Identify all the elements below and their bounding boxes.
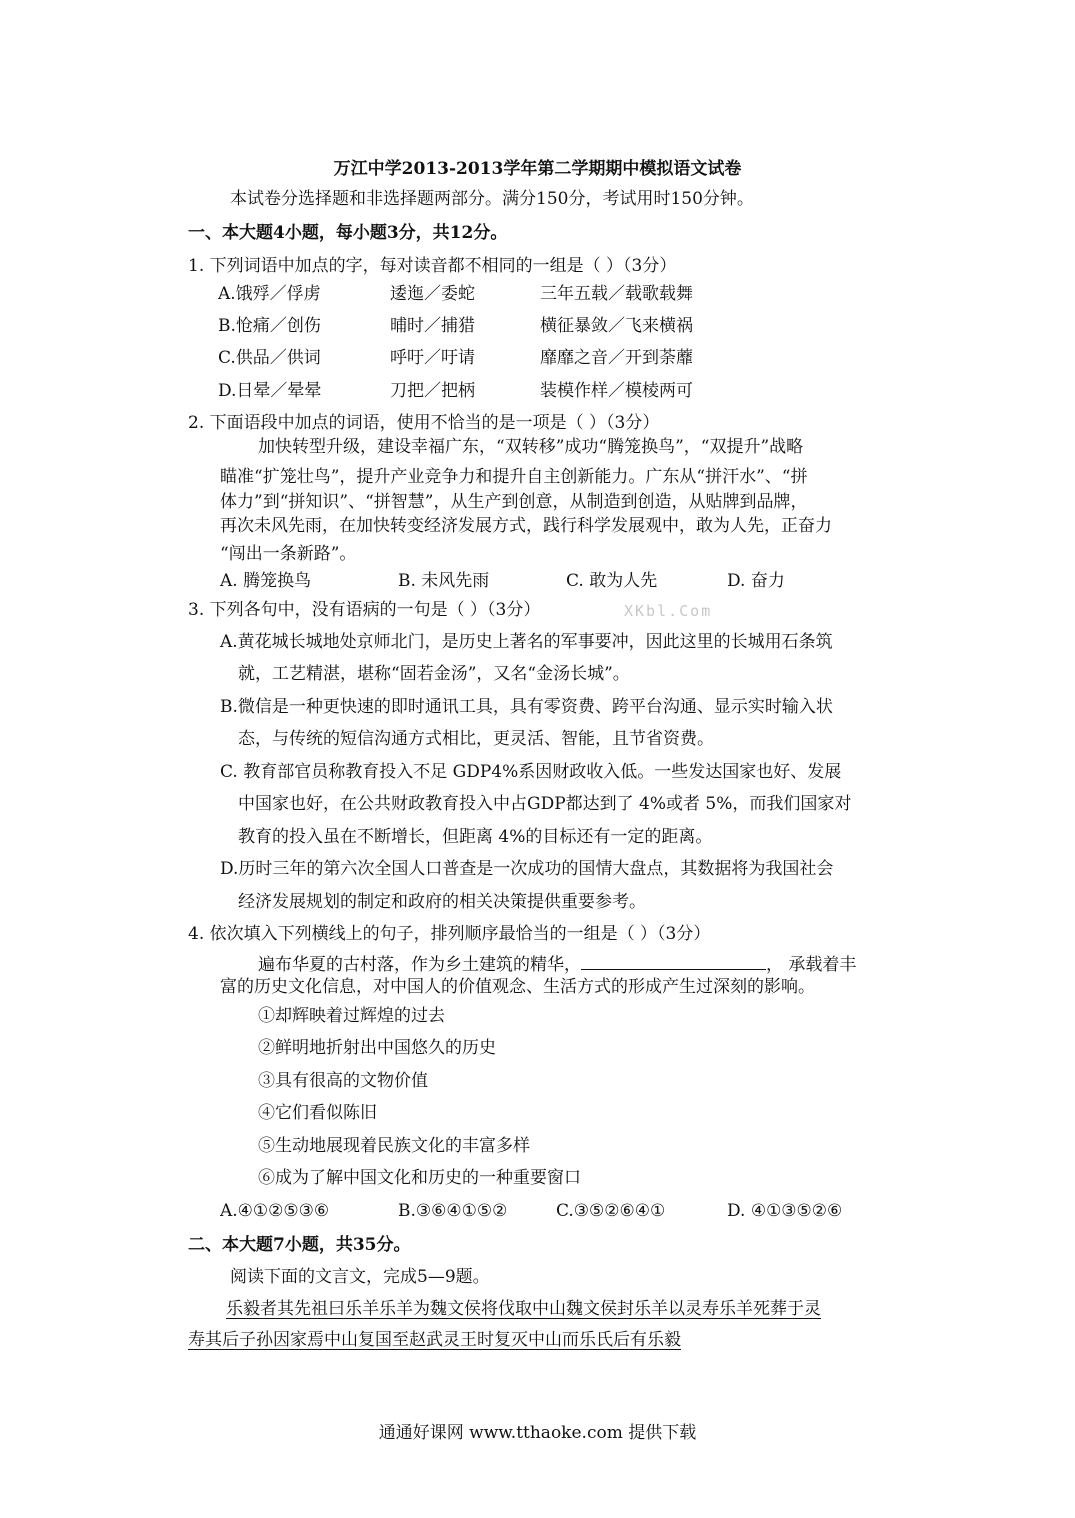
q3-option-line: 教育的投入虽在不断增长，但距离 4%的目标还有一定的距离。 xyxy=(238,827,713,847)
q4-option-c: C.③⑤②⑥④① xyxy=(556,1201,666,1221)
q3-option-line: D.历时三年的第六次全国人口普查是一次成功的国情大盘点，其数据将为我国社会 xyxy=(220,859,834,879)
q4-option-b: B.③⑥④①⑤② xyxy=(398,1201,508,1221)
q4-sentence-item: ①却辉映着过辉煌的过去 xyxy=(258,1006,445,1026)
page-footer: 通通好课网 www.tthaoke.com 提供下载 xyxy=(378,1423,697,1443)
q4-paragraph-line xyxy=(258,951,856,977)
classical-text-line: 乐毅者其先祖曰乐羊乐羊为魏文侯将伐取中山魏文侯封乐羊以灵寿乐羊死葬于灵 xyxy=(226,1299,821,1319)
q1-option-c-col3: 靡靡之音／开到荼蘼 xyxy=(540,348,693,368)
q4-option-a: A.④①②⑤③⑥ xyxy=(220,1201,330,1221)
q2-option-b: B. 未风先雨 xyxy=(398,571,490,591)
q4-sentence-item: ④它们看似陈旧 xyxy=(258,1103,377,1123)
q2-paragraph-line: 瞄准“扩笼壮鸟”，提升产业竞争力和提升自主创新能力。广东从“拼汗水”、“拼 xyxy=(220,467,808,487)
section-one-heading: 一、本大题4小题，每小题3分，共12分。 xyxy=(188,223,508,243)
q1-option-a-col2: 逶迤／委蛇 xyxy=(390,284,475,304)
q3-stem: 3. 下列各句中，没有语病的一句是（ ）（3分） xyxy=(188,600,541,620)
q1-option-b-col3: 横征暴敛／飞来横祸 xyxy=(540,316,693,336)
q4-sentence-item: ⑥成为了解中国文化和历史的一种重要窗口 xyxy=(258,1168,581,1188)
page-title: 万江中学2013-2013学年第二学期期中模拟语文试卷 xyxy=(333,159,742,179)
q2-paragraph-line: 体力”到“拼知识”、“拼智慧”，从生产到创意，从制造到创造，从贴牌到品牌， xyxy=(220,492,808,512)
q1-option-d-col3: 装模作样／模棱两可 xyxy=(540,381,693,401)
q1-option-c-col2: 呼吁／吁请 xyxy=(390,348,475,368)
q4-sentence-item: ③具有很高的文物价值 xyxy=(258,1071,428,1091)
q1-stem: 1. 下列词语中加点的字，每对读音都不相同的一组是（ ）（3分） xyxy=(188,256,677,276)
q1-option-b-col2: 晡时／捕猎 xyxy=(390,316,475,336)
q1-option-d-col1: D.日晕／晕晕 xyxy=(218,381,322,401)
q1-option-d-col2: 刀把／把柄 xyxy=(390,381,475,401)
q2-option-a: A. 腾笼换鸟 xyxy=(220,571,312,591)
q4-paragraph-part: ， 承载着丰 xyxy=(766,955,857,975)
reading-instruction: 阅读下面的文言文，完成5—9题。 xyxy=(230,1267,490,1287)
q4-paragraph-part: 遍布华夏的古村落，作为乡土建筑的精华， xyxy=(258,955,581,975)
q1-option-a-col1: A.饿殍／俘虏 xyxy=(218,284,321,304)
q4-paragraph-line: 富的历史文化信息，对中国人的价值观念、生活方式的形成产生过深刻的影响。 xyxy=(220,977,815,997)
q4-fill-blank xyxy=(581,951,766,970)
q3-option-line: 中国家也好，在公共财政教育投入中占GDP都达到了 4%或者 5%，而我们国家对 xyxy=(238,794,852,814)
q3-option-line: B.微信是一种更快速的即时通讯工具，具有零资费、跨平台沟通、显示实时输入状 xyxy=(220,697,833,717)
q1-option-c-col1: C.供品／供词 xyxy=(218,348,321,368)
q2-stem: 2. 下面语段中加点的词语，使用不恰当的是一项是（ ）（3分） xyxy=(188,413,660,433)
q3-option-line: C. 教育部官员称教育投入不足 GDP4%系因财政收入低。一些发达国家也好、发展 xyxy=(220,762,842,782)
q2-option-d: D. 奋力 xyxy=(727,571,785,591)
q4-stem: 4. 依次填入下列横线上的句子，排列顺序最恰当的一组是（ ）（3分） xyxy=(188,924,711,944)
exam-intro: 本试卷分选择题和非选择题两部分。满分150分，考试用时150分钟。 xyxy=(230,189,754,209)
classical-text-line: 寿其后子孙因家焉中山复国至赵武灵王时复灭中山而乐氏后有乐毅 xyxy=(188,1330,681,1350)
watermark: XKbl.Com xyxy=(624,602,713,620)
q4-sentence-item: ②鲜明地折射出中国悠久的历史 xyxy=(258,1038,496,1058)
section-two-heading: 二、本大题7小题，共35分。 xyxy=(188,1235,411,1255)
q2-option-c: C. 敢为人先 xyxy=(566,571,658,591)
q3-option-line: 就，工艺精湛，堪称“固若金汤”，又名“金汤长城”。 xyxy=(238,664,630,684)
q4-option-d: D. ④①③⑤②⑥ xyxy=(727,1201,843,1221)
q4-sentence-item: ⑤生动地展现着民族文化的丰富多样 xyxy=(258,1136,530,1156)
q2-paragraph-line: 再次未风先雨，在加快转变经济发展方式，践行科学发展观中，敢为人先，正奋力 xyxy=(220,516,832,536)
q3-option-line: A.黄花城长城地处京师北门，是历史上著名的军事要冲，因此这里的长城用石条筑 xyxy=(220,632,833,652)
q3-option-line: 经济发展规划的制定和政府的相关决策提供重要参考。 xyxy=(238,892,646,912)
q1-option-a-col3: 三年五载／载歌载舞 xyxy=(540,284,693,304)
q1-option-b-col1: B.怆痛／创伤 xyxy=(218,316,321,336)
q3-option-line: 态，与传统的短信沟通方式相比，更灵活、智能，且节省资费。 xyxy=(238,729,714,749)
q2-paragraph-line: “闯出一条新路”。 xyxy=(220,544,357,564)
q2-paragraph-line: 加快转型升级，建设幸福广东，“双转移”成功“腾笼换鸟”，“双提升”战略 xyxy=(258,437,804,457)
